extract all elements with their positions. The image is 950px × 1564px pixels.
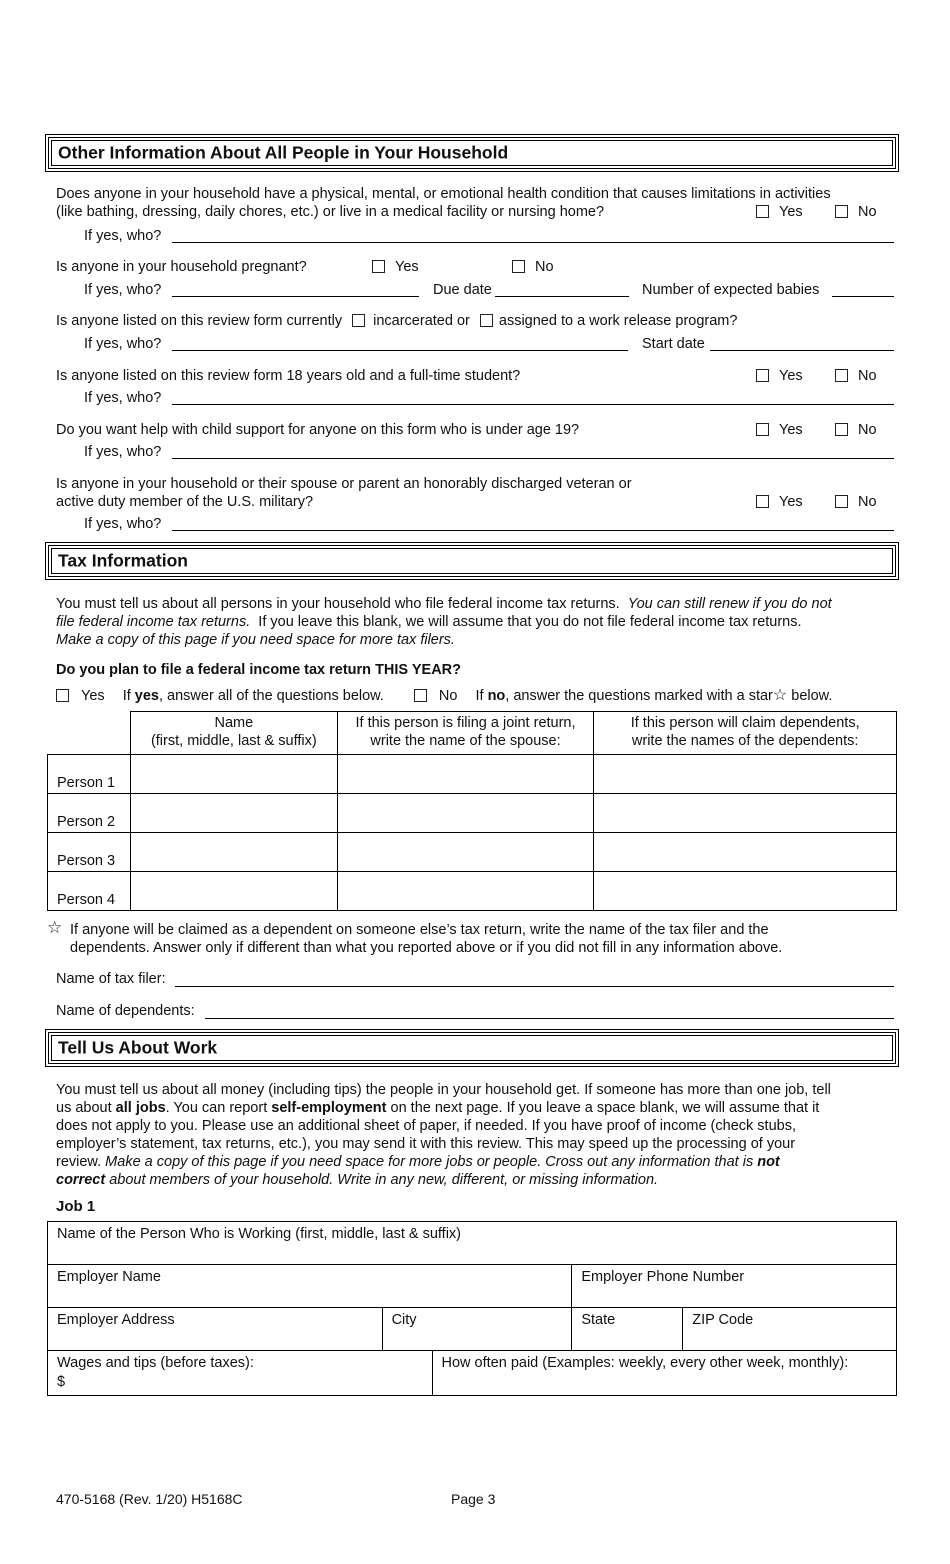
work-section-header (45, 1029, 899, 1067)
tax-filer-field[interactable] (175, 986, 894, 987)
household-section-title: Other Information About All People in Your Household (58, 142, 509, 163)
tax-plan-options: Yes If yes, answer all of the questions below. No If no, answer the questions marked with a star☆ below. (56, 685, 832, 705)
q4-no-checkbox[interactable] (835, 369, 848, 382)
q5-who-field[interactable] (172, 458, 894, 459)
q4-who-field[interactable] (172, 404, 894, 405)
tax-filer-label: Name of tax filer: (56, 971, 166, 987)
q2-who-field[interactable] (172, 296, 419, 297)
q2-yes-checkbox[interactable] (372, 260, 385, 273)
person3-dependents-cell[interactable] (594, 833, 897, 872)
state-field[interactable]: State (572, 1308, 683, 1351)
q2-yes-option[interactable]: Yes (372, 259, 419, 275)
expected-babies-label: Number of expected babies (642, 282, 820, 298)
q3-who-label: If yes, who? (84, 336, 162, 352)
q5-yes-option[interactable]: Yes (756, 422, 803, 438)
job-label: Job 1 (56, 1198, 96, 1215)
q6-text-line1: Is anyone in your household or their spouse or parent an honorably discharged veteran or (56, 476, 632, 492)
q3-who-field[interactable] (172, 350, 628, 351)
q2-who-label: If yes, who? (84, 282, 162, 298)
person4-spouse-cell[interactable] (337, 872, 594, 911)
q4-yes-option[interactable]: Yes (756, 368, 803, 384)
work-release-checkbox[interactable] (480, 314, 493, 327)
table-row (48, 755, 897, 794)
how-often-paid-field[interactable]: How often paid (Examples: weekly, every other week, monthly): (432, 1351, 896, 1396)
q1-no-checkbox[interactable] (835, 205, 848, 218)
q2-text: Is anyone in your household pregnant? (56, 259, 307, 275)
q1-who-label: If yes, who? (84, 228, 162, 244)
employer-address-field[interactable]: Employer Address (48, 1308, 383, 1351)
q4-who-label: If yes, who? (84, 390, 162, 406)
tax-plan-question: Do you plan to file a federal income tax return THIS YEAR? (56, 662, 462, 678)
col-header-dependents: If this person will claim dependents, write the names of the dependents: (594, 712, 897, 755)
q1-text-line1: Does anyone in your household have a physical, mental, or emotional health condition that causes limitations in activities (56, 186, 831, 202)
city-field[interactable]: City (382, 1308, 572, 1351)
table-row (48, 794, 897, 833)
q4-no-option[interactable]: No (835, 368, 877, 384)
q4-text: Is anyone listed on this review form 18 years old and a full-time student? (56, 368, 521, 384)
q6-yes-option[interactable]: Yes (756, 494, 803, 510)
job-table (47, 1221, 897, 1396)
q1-text-line2: (like bathing, dressing, daily chores, etc.) or live in a medical facility or nursing home? (56, 204, 605, 220)
person3-name-cell[interactable] (130, 833, 337, 872)
q5-text: Do you want help with child support for anyone on this form who is under age 19? (56, 422, 580, 438)
due-date-field[interactable] (495, 296, 629, 297)
table-row (48, 833, 897, 872)
zip-field[interactable]: ZIP Code (683, 1308, 897, 1351)
q6-yes-checkbox[interactable] (756, 495, 769, 508)
q1-yes-option[interactable]: Yes (756, 204, 803, 220)
q6-who-field[interactable] (172, 530, 894, 531)
dependents-field[interactable] (205, 1018, 894, 1019)
person3-spouse-cell[interactable] (337, 833, 594, 872)
person-label: Person 1 (48, 755, 131, 794)
person1-name-cell[interactable] (130, 755, 337, 794)
incarcerated-checkbox[interactable] (352, 314, 365, 327)
start-date-field[interactable] (710, 350, 894, 351)
q3-text: Is anyone listed on this review form currently incarcerated or assigned to a work release program? (56, 313, 738, 329)
dependents-label: Name of dependents: (56, 1003, 195, 1019)
q5-no-option[interactable]: No (835, 422, 877, 438)
tax-intro: You must tell us about all persons in your household who file federal income tax returns. You can still renew if you do not file federal income tax returns. If you leave this blank, we will assume that you do not file federal income tax returns. Make a copy of this page if you need space for more tax filers. (56, 596, 832, 648)
star-icon: ☆ (772, 687, 788, 704)
q2-no-option[interactable]: No (512, 259, 554, 275)
work-section-title: Tell Us About Work (58, 1037, 218, 1058)
q6-no-checkbox[interactable] (835, 495, 848, 508)
person-label: Person 4 (48, 872, 131, 911)
q4-yes-checkbox[interactable] (756, 369, 769, 382)
tax-filers-table (47, 711, 897, 911)
person-label: Person 2 (48, 794, 131, 833)
q5-yes-checkbox[interactable] (756, 423, 769, 436)
tax-section-title: Tax Information (58, 550, 188, 571)
page-number: Page 3 (451, 1491, 496, 1507)
work-intro: You must tell us about all money (including tips) the people in your household get. If someone has more than one job, tell us about all jobs. You can report self-employment on the next page. If you leave a space blank, we will assume that it does not apply to you. Please use an additional sheet of paper, if needed. If you have proof of income (check stubs, employer’s statement, tax returns, etc.), you may send it with this review. This may speed up the processing of your review. Make a copy of this page if you need space for more jobs or people. Cross out any information that is not correct about members of your household. Write in any new, different, or missing information. (56, 1082, 831, 1188)
star-note: If anyone will be claimed as a dependent on someone else’s tax return, write the name of the tax filer and the dependents. Answer only if different than what you reported above or if you did not fill in any information above. (70, 922, 783, 956)
person1-dependents-cell[interactable] (594, 755, 897, 794)
col-header-spouse: If this person is filing a joint return, write the name of the spouse: (337, 712, 594, 755)
q5-no-checkbox[interactable] (835, 423, 848, 436)
person4-name-cell[interactable] (130, 872, 337, 911)
star-icon: ☆ (47, 918, 63, 937)
table-row (48, 872, 897, 911)
q1-who-field[interactable] (172, 242, 894, 243)
person2-dependents-cell[interactable] (594, 794, 897, 833)
person1-spouse-cell[interactable] (337, 755, 594, 794)
household-section-header (45, 134, 899, 172)
due-date-label: Due date (433, 282, 492, 298)
person-name-field[interactable]: Name of the Person Who is Working (first, middle, last & suffix) (48, 1222, 897, 1265)
q6-no-option[interactable]: No (835, 494, 877, 510)
q1-yes-checkbox[interactable] (756, 205, 769, 218)
employer-phone-field[interactable]: Employer Phone Number (572, 1265, 897, 1308)
q6-who-label: If yes, who? (84, 516, 162, 532)
form-id: 470-5168 (Rev. 1/20) H5168C (56, 1491, 243, 1507)
tax-plan-no-checkbox[interactable] (414, 689, 427, 702)
q6-text-line2: active duty member of the U.S. military? (56, 494, 314, 510)
person2-spouse-cell[interactable] (337, 794, 594, 833)
tax-section-header (45, 542, 899, 580)
employer-name-field[interactable]: Employer Name (48, 1265, 572, 1308)
expected-babies-field[interactable] (832, 296, 894, 297)
tax-plan-yes-checkbox[interactable] (56, 689, 69, 702)
person-label: Person 3 (48, 833, 131, 872)
start-date-label: Start date (642, 336, 705, 352)
q2-no-checkbox[interactable] (512, 260, 525, 273)
wages-field[interactable]: Wages and tips (before taxes): $ (48, 1351, 433, 1396)
person4-dependents-cell[interactable] (594, 872, 897, 911)
q5-who-label: If yes, who? (84, 444, 162, 460)
person2-name-cell[interactable] (130, 794, 337, 833)
q1-no-option[interactable]: No (835, 204, 877, 220)
col-header-name: Name (first, middle, last & suffix) (130, 712, 337, 755)
